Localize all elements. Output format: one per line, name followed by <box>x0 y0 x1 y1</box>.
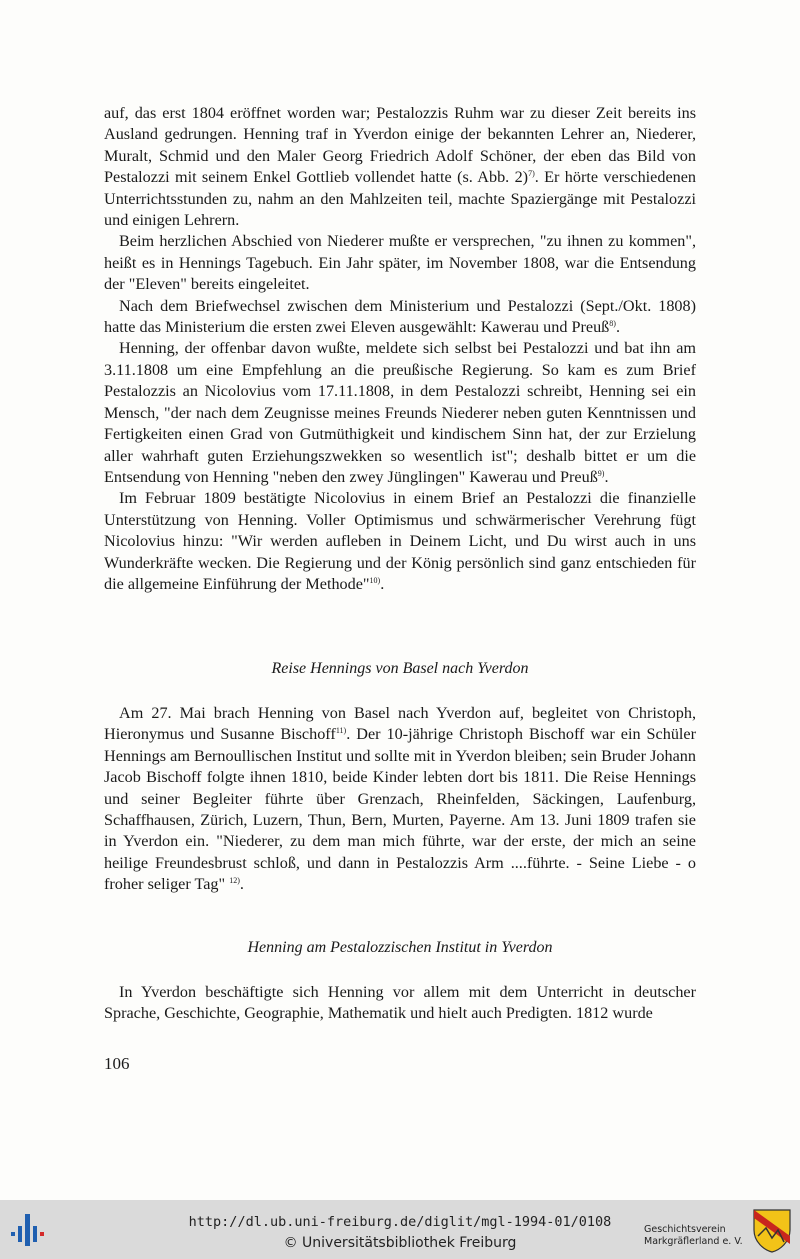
text-section-journey <box>104 703 696 896</box>
section-heading: Reise Hennings von Basel nach Yverdon <box>271 660 529 677</box>
footnote-ref[interactable]: 10) <box>369 575 381 585</box>
paragraph: Im Februar 1809 bestätigte Nicolovius in einem Brief an Pestalozzi die finanzielle Unterstützung von Henning. Voller Optimismus und schwärmerischer Verehrung fügt Nicolovius hinzu: "Wir werden aufleben in Deinem Licht, und Du wirst auch in uns Wunderkräfte wecken. Die Regierung und der König persönlich sind ganz entschieden für die allgemeine Einführung der Methode"$^{10)}$. <box>104 489 696 593</box>
society-line: Markgräflerland e. V. <box>644 1236 743 1247</box>
text-section-intro <box>104 103 696 595</box>
paragraph: auf, das erst 1804 eröffnet worden war; Pestalozzis Ruhm war zu dieser Zeit bereits ins Ausland gedrungen. Henning traf in Yverdon einige der bekannten Lehrer an, Niederer, Muralt, Schmid und den Maler Georg Friedrich Adolf Schöner, der eben das Bild von Pestalozzi mit seinem Enkel Gottlieb vollendet hatte (s. Abb. 2)$^{7)}$. Er hörte verschiedenen Unterrichtsstunden zu, nahm an den Mahlzeiten teil, machte Spaziergänge mit Pestalozzi und einigen Lehrern. <box>104 104 696 230</box>
paragraph: Henning, der offenbar davon wußte, meldete sich selbst bei Pestalozzi und bat ihn am 3.11.1808 um eine Empfehlung an die preußische Regierung. So kam es zum Brief Pestalozzis an Nicolovius vom 17.11.1808, in dem Pestalozzi schreibt, Henning sei ein Mensch, "der nach dem Zeugnisse meines Freunds Niederer neben guten Kenntnissen und Fertigkeiten einen Grad von Gutmüthigkeit und kindischem Sinn hat, der zur Erzielung aller wahrhaft guten Erziehungszwekken so wesentlich ist"; deshalb bittet er um die Entsendung von Henning "neben den zwey Jünglingen" Kawerau und Preuß$^{9)}$. <box>104 339 696 486</box>
viewer-footer <box>0 1200 800 1259</box>
coat-of-arms-icon <box>752 1208 792 1254</box>
footnote-ref[interactable]: 12) <box>229 876 240 886</box>
paragraph: In Yverdon beschäftigte sich Henning vor allem mit dem Unterricht in deutscher Sprache, Geschichte, Geographie, Mathematik und hielt auch Predigten. 1812 wurde <box>104 983 696 1023</box>
society-name <box>644 1224 743 1248</box>
section-heading: Henning am Pestalozzischen Institut in Yverdon <box>247 939 553 956</box>
footnote-ref[interactable]: 11) <box>335 726 347 736</box>
society-line: Geschichtsverein <box>644 1224 726 1235</box>
paragraph: Am 27. Mai brach Henning von Basel nach Yverdon auf, begleitet von Christoph, Hieronymus und Susanne Bischoff$^{11)}$. Der 10-jährige Christoph Bischoff war ein Schüler Hennings am Bernoullischen Institut und sollte mit in Yverdon bleiben; sein Bruder Johann Jacob Bischoff folgte ihnen 1810, beide Kinder lebten dort bis 1811. Die Reise Hennings und seiner Begleiter führte über Grenzach, Rheinfelden, Säckingen, Laufenburg, Schaffhausen, Zürich, Luzern, Thun, Bern, Murten, Payerne. Am 13. Juni 1809 trafen sie in Yverdon ein. "Niederer, zu dem man mich führte, war der erste, der mich an seine heilige Freundesbrust schloß, und dann in Pestalozzis Arm ....führte. - Seine Liebe - o froher seliger Tag" $^{12)}$. <box>104 704 697 894</box>
library-logo-icon <box>10 1212 46 1248</box>
page-number: 106 <box>104 1054 130 1073</box>
footnote-ref[interactable]: 7) <box>528 169 535 179</box>
paragraph: Beim herzlichen Abschied von Niederer mußte er versprechen, "zu ihnen zu kommen", heißt es in Hennings Tagebuch. Ein Jahr später, im November 1808, war die Entsendung der "Eleven" bereits eingeleitet. <box>104 232 696 294</box>
text-section-institute <box>104 982 696 1025</box>
copyright-notice: © Universitätsbibliothek Freiburg <box>283 1235 517 1251</box>
paragraph: Nach dem Briefwechsel zwischen dem Ministerium und Pestalozzi (Sept./Okt. 1808) hatte das Ministerium die ersten zwei Eleven ausgewählt: Kawerau und Preuß$^{8)}$. <box>104 296 696 337</box>
permalink-url[interactable]: http://dl.ub.uni-freiburg.de/diglit/mgl-1994-01/0108 <box>188 1214 612 1230</box>
footnote-ref[interactable]: 9) <box>597 468 605 478</box>
footnote-ref[interactable]: 8) <box>609 319 616 329</box>
